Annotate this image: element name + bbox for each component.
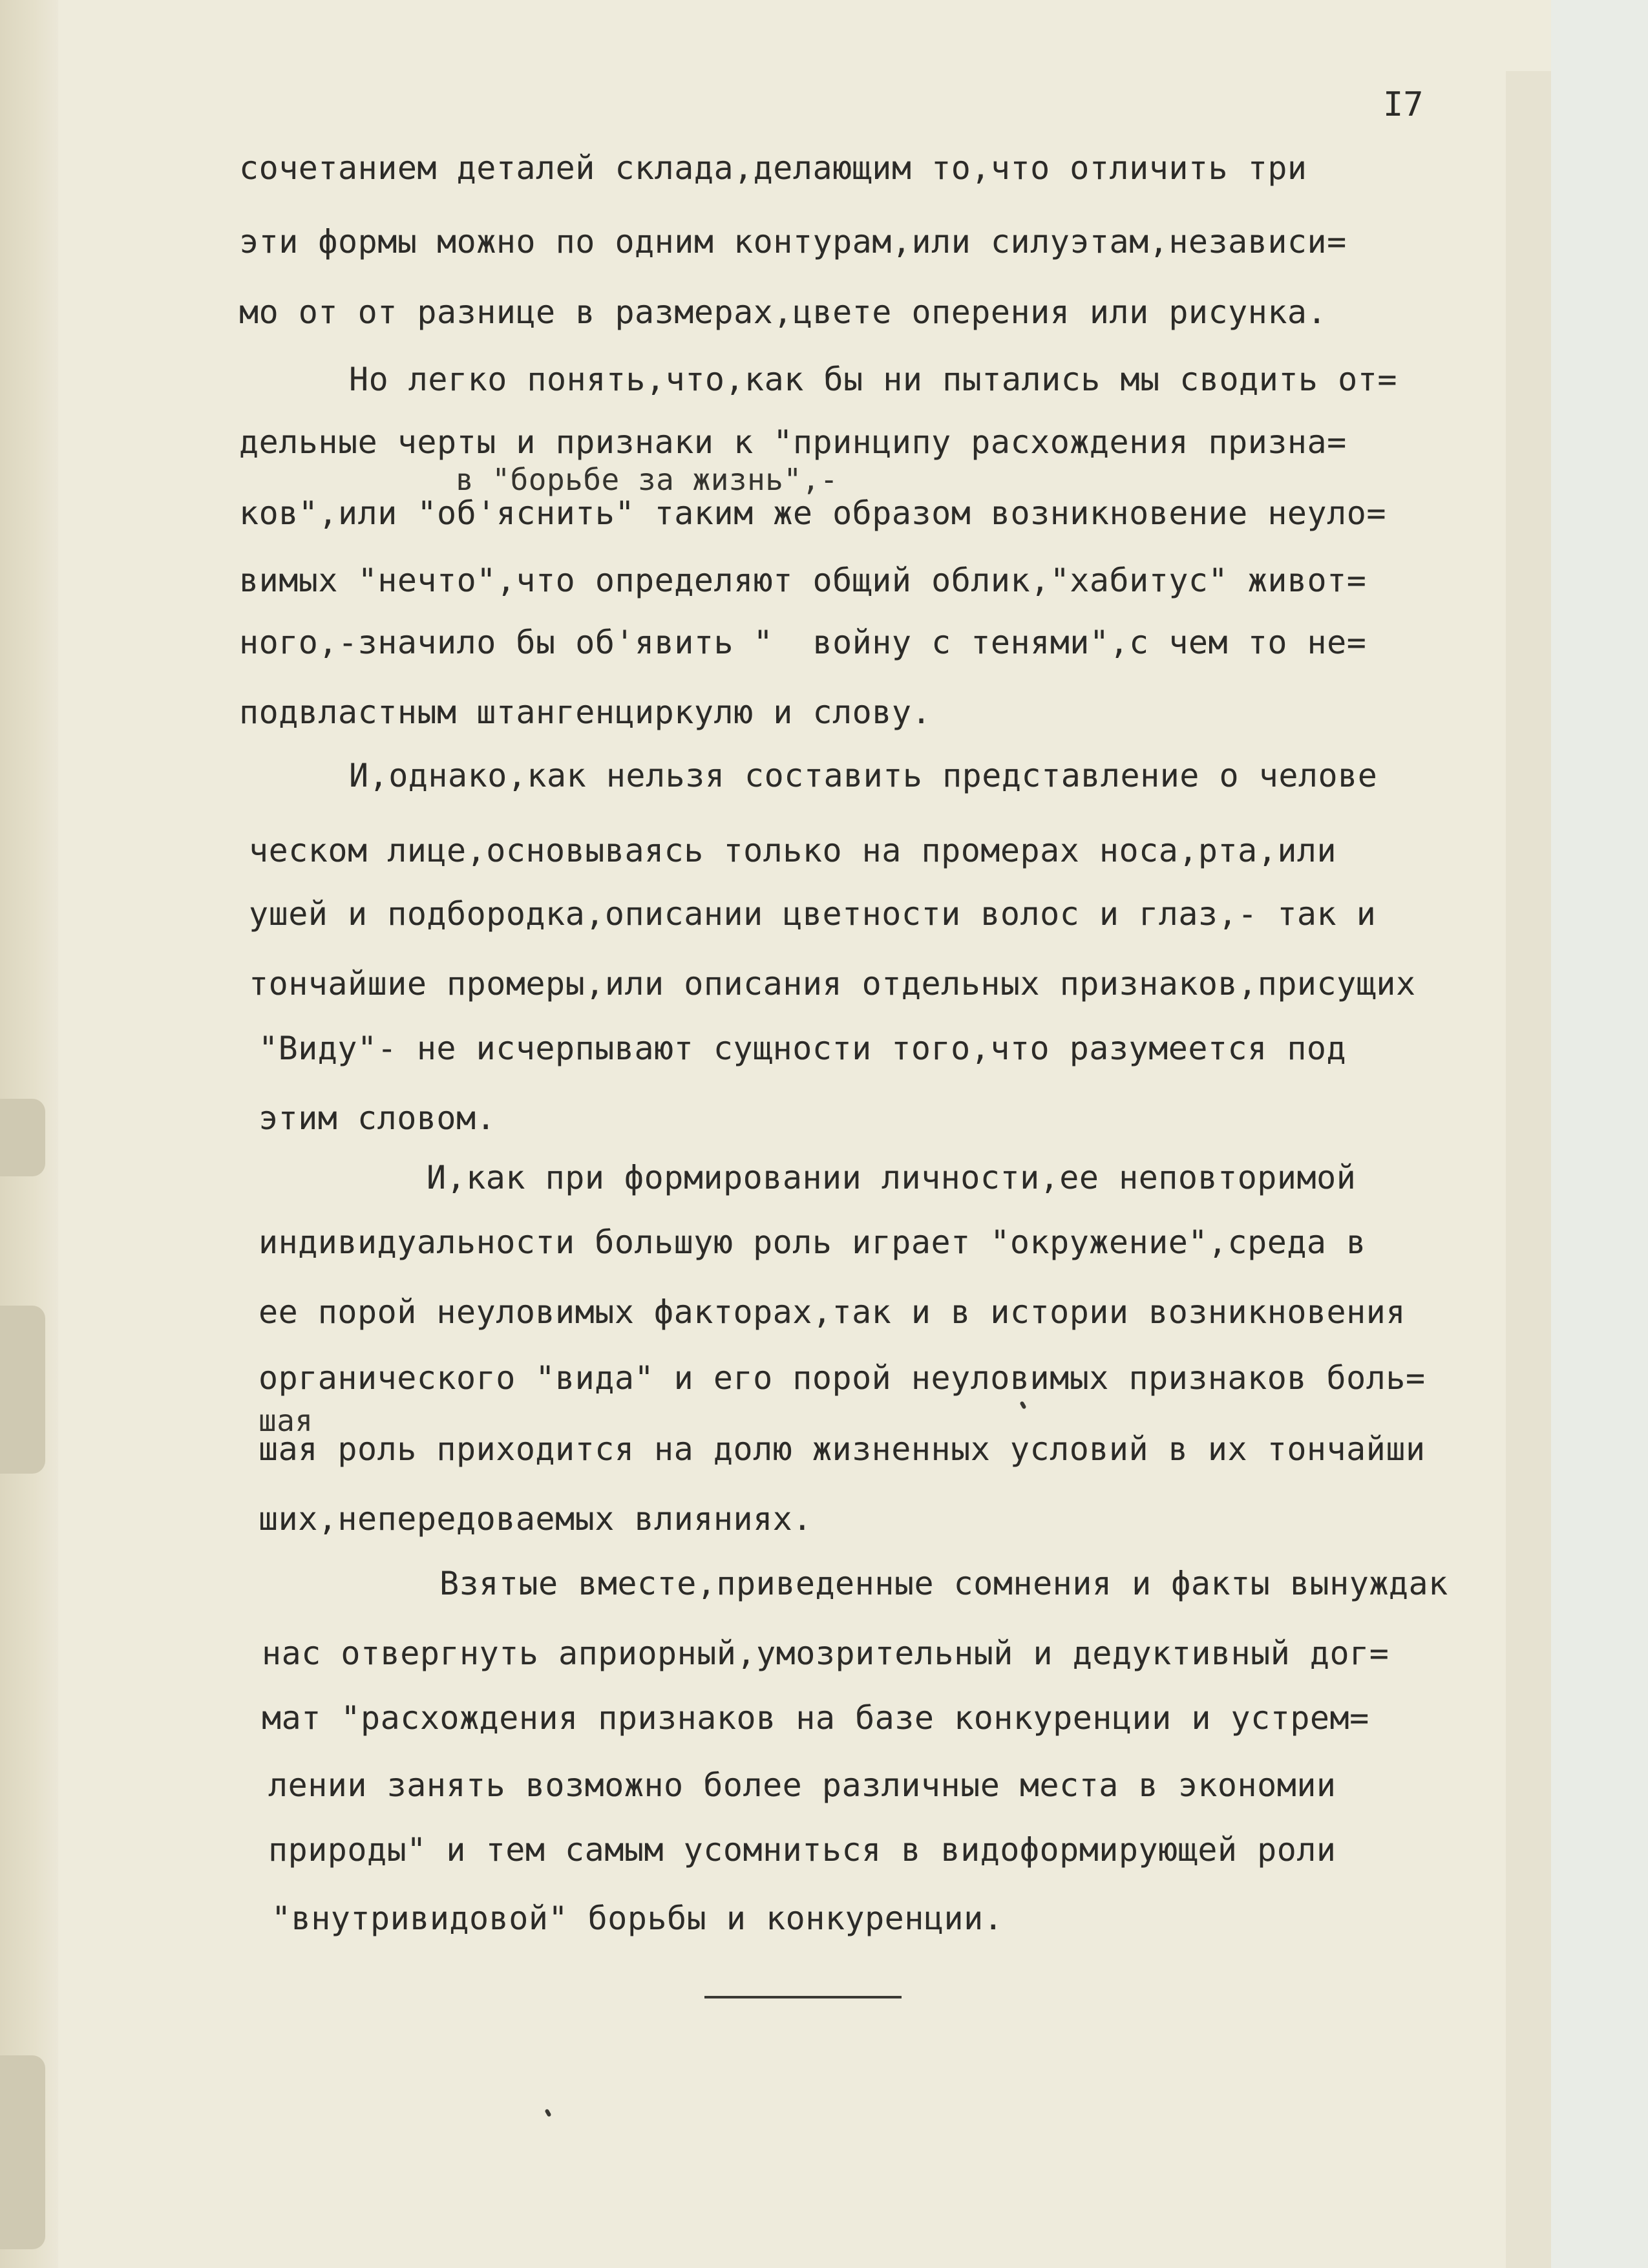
text-line: органического "вида" и его порой неуловимых признаков боль= [259, 1359, 1426, 1397]
binding-hole [0, 1306, 45, 1474]
text-line: Взятые вместе,приведенные сомнения и факты вынуждак [439, 1565, 1448, 1602]
text-line: тончайшие промеры,или описания отдельных признаков,присущих [249, 965, 1416, 1002]
text-line: "Виду"- не исчерпывают сущности того,что разумеется под [259, 1030, 1347, 1067]
text-line: подвластным штангенциркулю и слову. [239, 694, 932, 731]
text-line: эти формы можно по одним контурам,или силуэтам,независи= [239, 223, 1347, 260]
text-line: ших,непередоваемых влияниях. [259, 1500, 812, 1538]
end-divider [704, 1996, 902, 1998]
binding-hole [0, 1099, 45, 1176]
text-line: ушей и подбородка,описании цветности волос и глаз,- так и [249, 895, 1377, 933]
handwritten-insert: в "борьбе за жизнь",- [456, 462, 839, 497]
text-line: сочетанием деталей склада,делающим то,что отличить три [239, 149, 1307, 187]
page-number: I7 [1383, 85, 1424, 124]
text-line: нас отвергнуть априорный,умозрительный и дедуктивный дог= [262, 1635, 1389, 1672]
text-line: мо от от разнице в размерах,цвете оперения или рисунка. [239, 293, 1327, 331]
text-line: И,как при формировании личности,ее неповторимой [427, 1159, 1357, 1196]
text-line: этим словом. [259, 1099, 496, 1137]
text-line: ее порой неуловимых факторах,так и в истории возникновения [259, 1293, 1406, 1331]
ink-speck [544, 2108, 551, 2117]
binding-hole [0, 2055, 45, 2249]
text-line: ческом лице,основываясь только на промерах носа,рта,или [249, 832, 1337, 869]
text-line: природы" и тем самым усомниться в видоформирующей роли [268, 1831, 1336, 1869]
text-line: ков",или "об'яснить" таким же образом возникновение неуло= [239, 494, 1386, 532]
text-line: "внутривидовой" борьбы и конкуренции. [271, 1900, 1004, 1937]
overtype-insert: шая [259, 1403, 313, 1438]
text-line: ного,-значило бы об'явить " войну с тенями",с чем то не= [239, 624, 1367, 661]
text-line: шая роль приходится на долю жизненных условий в их тончайши [259, 1430, 1426, 1468]
text-line: вимых "нечто",что определяют общий облик,"хабитус" живот= [239, 562, 1367, 599]
text-line: мат "расхождения признаков на базе конкуренции и устрем= [262, 1699, 1369, 1737]
text-line: индивидуальности большую роль играет "окружение",среда в [259, 1224, 1366, 1261]
text-line: И,однако,как нельзя составить представление о челове [349, 757, 1378, 794]
text-line: лении занять возможно более различные места в экономии [268, 1766, 1336, 1804]
page-edge [1506, 71, 1551, 2268]
text-line: дельные черты и признаки к "принципу расхождения призна= [239, 423, 1347, 461]
ink-speck [1019, 1401, 1026, 1409]
text-line: Но легко понять,что,как бы ни пытались мы сводить от= [349, 361, 1397, 398]
